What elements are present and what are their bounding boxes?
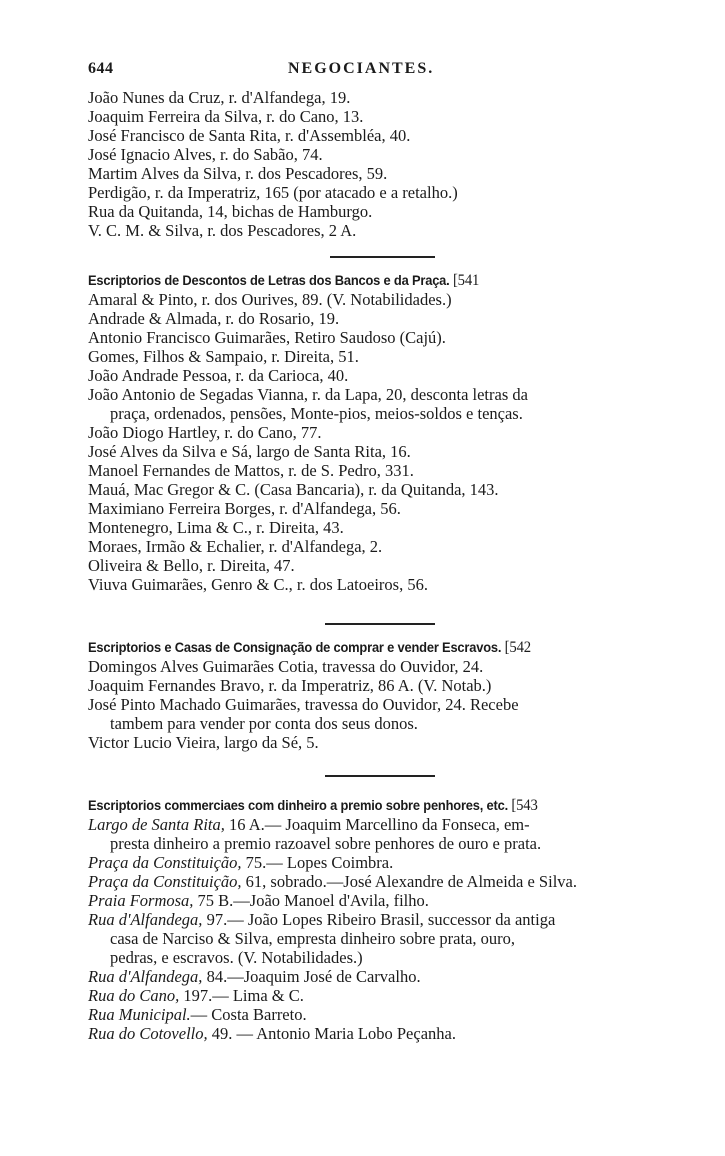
entry-line	[88, 1024, 673, 1043]
entry-line	[88, 480, 673, 499]
street-name: Praça da Constituição,	[88, 872, 242, 891]
section-divider	[330, 256, 435, 258]
section-title: Escriptorios de Descontos de Letras dos Bancos e da Praça.	[88, 272, 450, 288]
street-name: Praça da Constituição,	[88, 853, 242, 872]
entry-line	[88, 518, 673, 537]
entry-text: Domingos Alves Guimarães Cotia, travessa do Ouvidor, 24.	[88, 657, 484, 676]
entry-line: João Nunes da Cruz, r. d'Alfandega, 19.	[88, 88, 351, 107]
section-divider	[325, 623, 435, 625]
entry-line: Perdigão, r. da Imperatriz, 165 (por atacado e a retalho.)	[88, 183, 458, 202]
entry-text: Antonio Francisco Guimarães, Retiro Saudoso (Cajú).	[88, 328, 446, 347]
entry-text: João Andrade Pessoa, r. da Carioca, 40.	[88, 366, 349, 385]
entry-line	[88, 910, 673, 929]
entry-line	[88, 328, 673, 347]
notables-entries	[88, 88, 673, 240]
entry-continuation	[88, 948, 673, 967]
entry-line	[88, 499, 673, 518]
running-head: NEGOCIANTES.	[288, 60, 435, 77]
entry-line: José Ignacio Alves, r. do Sabão, 74.	[88, 145, 323, 164]
entry-text: Maximiano Ferreira Borges, r. d'Alfandega, 56.	[88, 499, 401, 518]
entry-line: Martim Alves da Silva, r. dos Pescadores, 59.	[88, 164, 388, 183]
street-name: Praia Formosa,	[88, 891, 194, 910]
section-heading	[88, 796, 626, 815]
entry-line	[88, 733, 673, 752]
entry-line	[88, 385, 673, 404]
entry-line	[88, 657, 673, 676]
entry-line: Rua da Quitanda, 14, bichas de Hamburgo.	[88, 202, 373, 221]
entry-text: praça, ordenados, pensões, Monte-pios, meios-soldos e tenças.	[110, 404, 523, 423]
entry-text: Moraes, Irmão & Echalier, r. d'Alfandega, 2.	[88, 537, 383, 556]
section-heading	[88, 271, 626, 290]
entry-text: Amaral & Pinto, r. dos Ourives, 89. (V. Notabilidades.)	[88, 290, 452, 309]
entry-line	[88, 461, 673, 480]
entry-line: V. C. M. & Silva, r. dos Pescadores, 2 A.	[88, 221, 357, 240]
entry-text: João Diogo Hartley, r. do Cano, 77.	[88, 423, 322, 442]
entry-list	[88, 657, 673, 752]
entry-line: José Francisco de Santa Rita, r. d'Assembléa, 40.	[88, 126, 411, 145]
entry-text: casa de Narciso & Silva, empresta dinheiro sobre prata, ouro,	[110, 929, 516, 948]
section-heading	[88, 638, 626, 657]
entry-continuation	[88, 929, 673, 948]
entry-line	[88, 442, 673, 461]
entry-text: 75.— Lopes Coimbra.	[241, 853, 394, 872]
section-code: [543	[511, 797, 538, 814]
entry-line	[88, 556, 673, 575]
entry-text: 49. — Antonio Maria Lobo Peçanha.	[207, 1024, 456, 1043]
entry-text: tambem para vender por conta dos seus donos.	[110, 714, 418, 733]
entry-line	[88, 309, 673, 328]
street-name: Rua d'Alfandega,	[88, 967, 203, 986]
section-descontos	[88, 271, 673, 594]
section-escravos	[88, 638, 673, 752]
entry-text: — Costa Barreto.	[190, 1005, 307, 1024]
street-name: Rua do Cano,	[88, 986, 180, 1005]
entry-line	[88, 853, 673, 872]
entry-text: José Alves da Silva e Sá, largo de Santa Rita, 16.	[88, 442, 411, 461]
entry-continuation	[88, 404, 673, 423]
entry-line	[88, 986, 673, 1005]
section-title: Escriptorios commerciaes com dinheiro a premio sobre penhores, etc.	[88, 797, 509, 813]
street-name: Largo de Santa Rita,	[88, 815, 225, 834]
entry-line	[88, 537, 673, 556]
section-code: [542	[504, 639, 531, 656]
entry-line	[88, 815, 673, 834]
entry-line	[88, 575, 673, 594]
street-name: Rua d'Alfandega,	[88, 910, 203, 929]
entry-text: Victor Lucio Vieira, largo da Sé, 5.	[88, 733, 319, 752]
entry-text: 97.— João Lopes Ribeiro Brasil, successor da antiga	[202, 910, 556, 929]
entry-line	[88, 347, 673, 366]
entry-text: Joaquim Fernandes Bravo, r. da Imperatriz, 86 A. (V. Notab.)	[88, 676, 492, 695]
street-name: Rua do Cotovello,	[88, 1024, 208, 1043]
entry-text: Manoel Fernandes de Mattos, r. de S. Pedro, 331.	[88, 461, 414, 480]
entry-text: 75 B.—João Manoel d'Avila, filho.	[193, 891, 429, 910]
entry-line	[88, 1005, 673, 1024]
entry-text: pedras, e escravos. (V. Notabilidades.)	[110, 948, 363, 967]
entry-list	[88, 815, 673, 1043]
entry-line: Joaquim Ferreira da Silva, r. do Cano, 13.	[88, 107, 364, 126]
entry-text: presta dinheiro a premio razoavel sobre penhores de ouro e prata.	[110, 834, 542, 853]
entry-text: 84.—Joaquim José de Carvalho.	[202, 967, 421, 986]
entry-continuation	[88, 834, 673, 853]
entry-line	[88, 967, 673, 986]
entry-text: 16 A.— Joaquim Marcellino da Fonseca, em-	[224, 815, 530, 834]
entry-text: Mauá, Mac Gregor & C. (Casa Bancaria), r. da Quitanda, 143.	[88, 480, 499, 499]
section-penhores	[88, 796, 673, 1043]
entry-text: 197.— Lima & C.	[179, 986, 304, 1005]
entry-line	[88, 290, 673, 309]
entry-line	[88, 872, 673, 891]
entry-text: José Pinto Machado Guimarães, travessa do Ouvidor, 24. Recebe	[88, 695, 519, 714]
entry-text: 61, sobrado.—José Alexandre de Almeida e Silva.	[241, 872, 577, 891]
entry-list	[88, 290, 673, 594]
entry-text: Oliveira & Bello, r. Direita, 47.	[88, 556, 295, 575]
entry-continuation	[88, 714, 673, 733]
entry-text: Gomes, Filhos & Sampaio, r. Direita, 51.	[88, 347, 359, 366]
entry-text: Viuva Guimarães, Genro & C., r. dos Latoeiros, 56.	[88, 575, 428, 594]
entry-line	[88, 676, 673, 695]
entry-text: João Antonio de Segadas Vianna, r. da Lapa, 20, desconta letras da	[88, 385, 528, 404]
section-divider	[325, 775, 435, 777]
page-header	[88, 60, 668, 82]
street-name: Rua Municipal.	[88, 1005, 191, 1024]
entry-line	[88, 366, 673, 385]
entry-text: Montenegro, Lima & C., r. Direita, 43.	[88, 518, 344, 537]
page-number: 644	[88, 60, 114, 77]
entry-line	[88, 891, 673, 910]
entry-line	[88, 423, 673, 442]
entry-line	[88, 695, 673, 714]
section-code: [541	[452, 272, 480, 289]
entry-text: Andrade & Almada, r. do Rosario, 19.	[88, 309, 340, 328]
section-title: Escriptorios e Casas de Consignação de comprar e vender Escravos.	[88, 639, 502, 655]
